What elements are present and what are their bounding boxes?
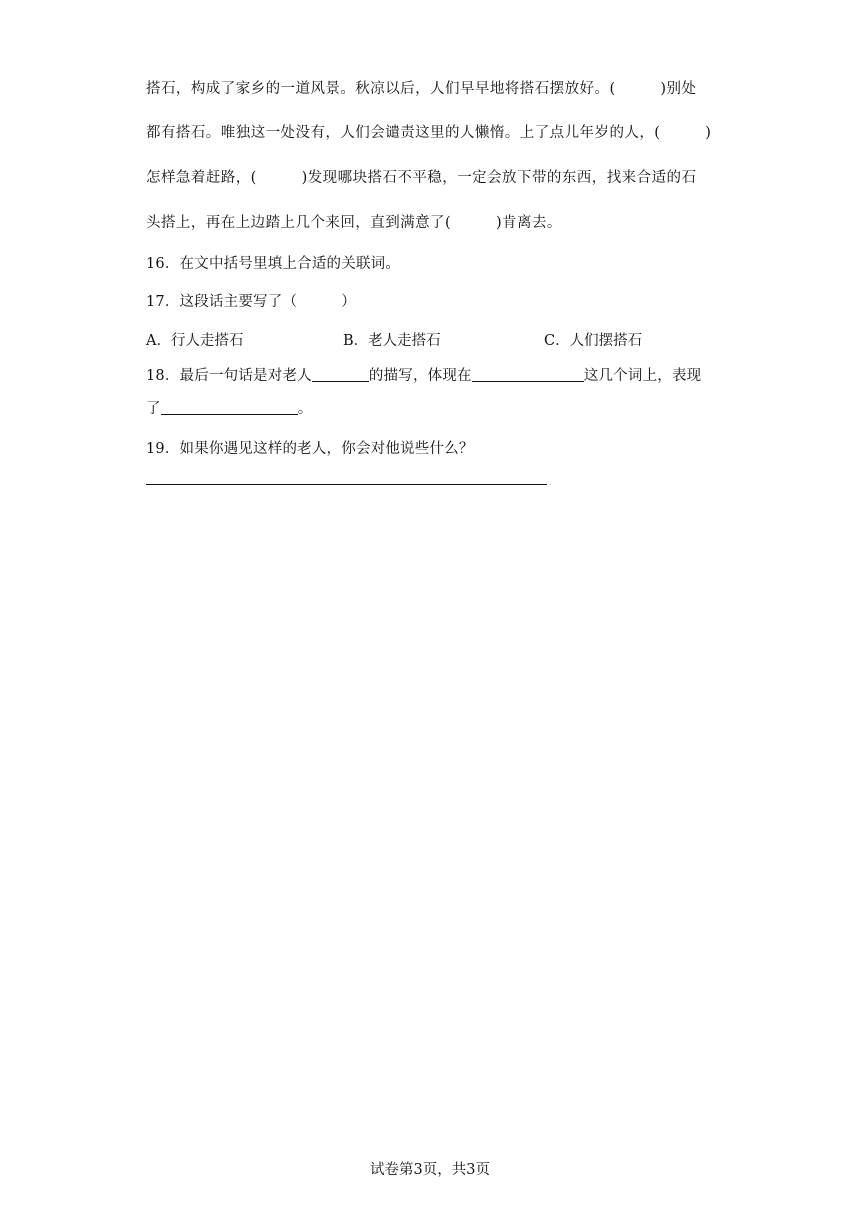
passage-line-1: 搭石，构成了家乡的一道风景。秋凉以后，人们早早地将搭石摆放好。( )别处 <box>146 81 697 97</box>
option-b[interactable]: B．老人走搭石 <box>343 333 441 349</box>
answer-blank-1[interactable] <box>312 367 369 382</box>
question-18-text-1: 18．最后一句话是对老人 <box>146 368 312 384</box>
option-a[interactable]: A．行人走搭石 <box>146 333 244 349</box>
question-18-line-2 <box>146 400 312 418</box>
passage-line-2: 都有搭石。唯独这一处没有，人们会谴责这里的人懒惰。上了点儿年岁的人，( ) <box>146 125 712 141</box>
question-18-text-2: 的描写，体现在 <box>368 368 472 384</box>
answer-line-19[interactable] <box>146 484 547 485</box>
passage-line-4: 头搭上，再在上边踏上几个来回，直到满意了( )肯离去。 <box>146 215 562 231</box>
question-18-text-3: 这几个词上，表现 <box>583 368 702 384</box>
passage-line-3: 怎样急着赶路，( )发现哪块搭石不平稳，一定会放下带的东西，找来合适的石 <box>146 170 697 186</box>
question-19: 19．如果你遇见这样的老人，你会对他说些什么？ <box>146 441 474 457</box>
answer-blank-2[interactable] <box>472 367 584 382</box>
question-18-text-5: 。 <box>297 401 313 417</box>
question-17: 17．这段话主要写了（ ） <box>146 294 356 310</box>
option-c[interactable]: C．人们摆搭石 <box>544 333 643 349</box>
answer-blank-3[interactable] <box>161 400 298 415</box>
question-16: 16．在文中括号里填上合适的关联词。 <box>146 256 401 272</box>
question-18-line-1 <box>146 367 701 385</box>
question-18-text-4: 了 <box>146 401 161 417</box>
page-footer: 试卷第3页，共3页 <box>370 1162 490 1178</box>
